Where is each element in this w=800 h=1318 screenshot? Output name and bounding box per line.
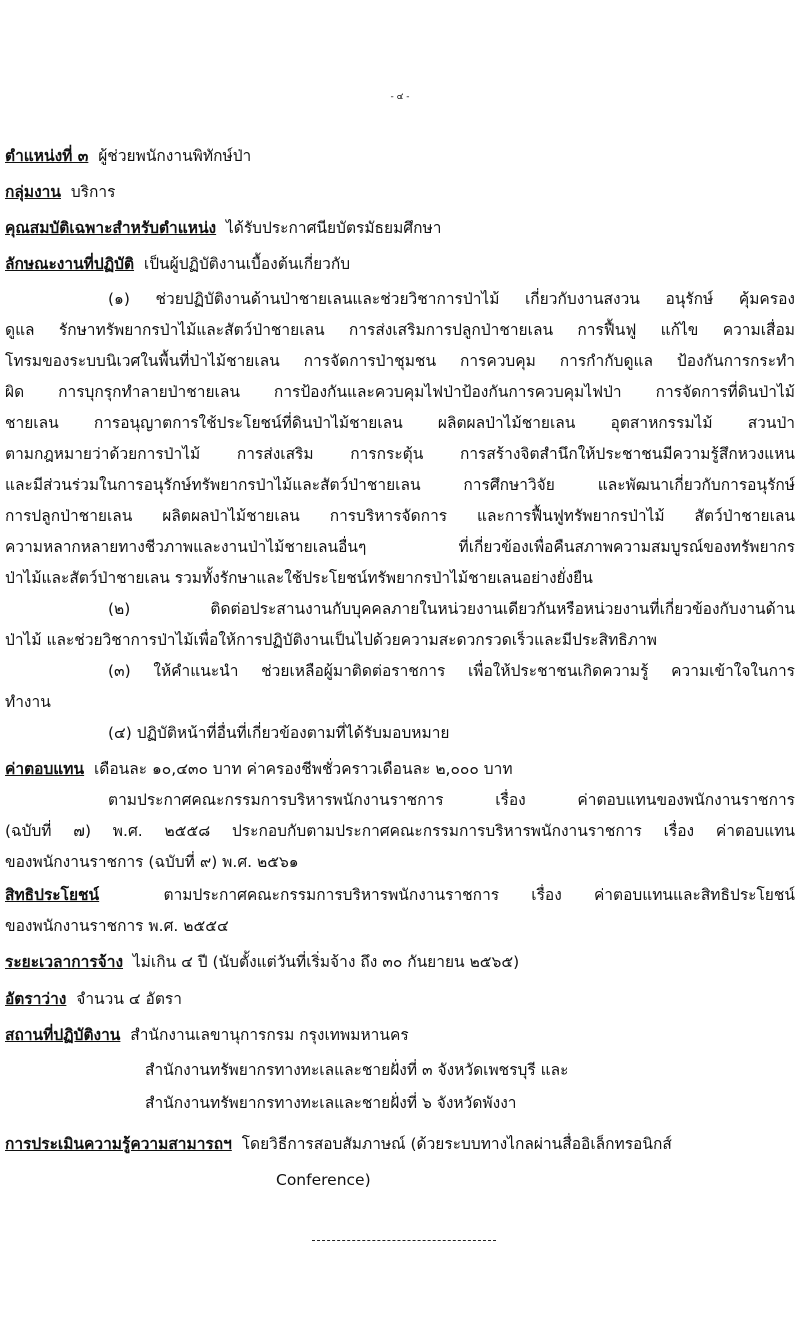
employment-period-line bbox=[5, 951, 519, 973]
workplace-line bbox=[5, 1024, 409, 1046]
compensation-line-1: ตามประกาศคณะกรรมการบริหารพนักงานราชการ เรื่อง ค่าตอบแทนของพนักงานราชการ bbox=[108, 791, 795, 809]
benefits-line-2: ของพนักงานราชการ พ.ศ. ๒๕๕๔ bbox=[5, 917, 229, 935]
compensation-label: ค่าตอบแทน bbox=[5, 760, 85, 778]
compensation-value: เดือนละ ๑๐,๔๓๐ บาท ค่าครองชีพชั่วคราวเดือนละ ๒,๐๐๐ บาท bbox=[93, 760, 513, 778]
duties-line-8: การปลูกป่าชายเลน ผลิตผลป่าไม้ชายเลน การบริหารจัดการ และการฟื้นฟูทรัพยากรป่าไม้ สัตว์ป่าชายเลน bbox=[5, 507, 795, 525]
compensation-line bbox=[5, 758, 513, 780]
duties-line-13: (๓) ให้คำแนะนำ ช่วยเหลือผู้มาติดต่อราชการ เพื่อให้ประชาชนเกิดความรู้ ความเข้าใจในการ bbox=[108, 662, 795, 680]
duties-line-2: ดูแล รักษาทรัพยากรป่าไม้และสัตว์ป่าชายเลน การส่งเสริมการปลูกป่าชายเลน การฟื้นฟู แก้ไข ความเสื่อม bbox=[5, 321, 795, 339]
end-rule bbox=[312, 1240, 496, 1241]
duties-line-11: (๒) ติดต่อประสานงานกับบุคคลภายในหน่วยงานเดียวกันหรือหน่วยงานที่เกี่ยวข้องกับงานด้าน bbox=[108, 600, 795, 618]
group-value: บริการ bbox=[70, 183, 116, 201]
qualification-line bbox=[5, 217, 441, 239]
duties-line bbox=[5, 253, 350, 275]
duties-line-9: ความหลากหลายทางชีวภาพและงานป่าไม้ชายเลนอื่นๆ ที่เกี่ยวข้องเพื่อคืนสภาพความสมบูรณ์ของทรัพยากร bbox=[5, 538, 795, 556]
duties-line-10: ป่าไม้และสัตว์ป่าชายเลน รวมทั้งรักษาและใช้ประโยชน์ทรัพยากรป่าไม้ชายเลนอย่างยั่งยืน bbox=[5, 569, 593, 587]
page-number: - ๔ - bbox=[390, 92, 410, 102]
duties-line-5: ชายเลน การอนุญาตการใช้ประโยชน์ที่ดินป่าไม้ชายเลน ผลิตผลป่าไม้ชายเลน อุตสาหกรรมไม้ สวนป่า bbox=[5, 414, 795, 432]
duties-line-15: (๔) ปฏิบัติหน้าที่อื่นที่เกี่ยวข้องตามที่ได้รับมอบหมาย bbox=[108, 724, 450, 742]
benefits-line bbox=[5, 884, 795, 906]
benefits-value: ตามประกาศคณะกรรมการบริหารพนักงานราชการ เรื่อง ค่าตอบแทนและสิทธิประโยชน์ bbox=[163, 886, 795, 904]
benefits-label: สิทธิประโยชน์ bbox=[5, 886, 100, 904]
duties-label: ลักษณะงานที่ปฏิบัติ bbox=[5, 255, 135, 273]
duties-line-7: และมีส่วนร่วมในการอนุรักษ์ทรัพยากรป่าไม้และสัตว์ป่าชายเลน การศึกษาวิจัย และพัฒนาเกี่ยวกับการอนุรักษ์ bbox=[5, 476, 795, 494]
employment-period-value: ไม่เกิน ๔ ปี (นับตั้งแต่วันที่เริ่มจ้าง ถึง ๓๐ กันยายน ๒๕๖๕) bbox=[132, 953, 520, 971]
workplace-value: สำนักงานเลขานุการกรม กรุงเทพมหานคร bbox=[130, 1026, 409, 1044]
qualification-value: ได้รับประกาศนียบัตรมัธยมศึกษา bbox=[225, 219, 442, 237]
position-value: ผู้ช่วยพนักงานพิทักษ์ป่า bbox=[98, 147, 252, 165]
duties-line-6: ตามกฎหมายว่าด้วยการป่าไม้ การส่งเสริม การกระตุ้น การสร้างจิตสำนึกให้ประชาชนมีความรู้สึกหวงแหน bbox=[5, 445, 795, 463]
duties-line-12: ป่าไม้ และช่วยวิชาการป่าไม้เพื่อให้การปฏิบัติงานเป็นไปด้วยความสะดวกรวดเร็วและมีประสิทธิภาพ bbox=[5, 631, 657, 649]
vacancy-line bbox=[5, 988, 182, 1010]
assessment-line bbox=[5, 1133, 672, 1155]
group-line bbox=[5, 181, 115, 203]
workplace-line-2: สำนักงานทรัพยากรทางทะเลและชายฝั่งที่ ๓ จังหวัดเพชรบุรี และ bbox=[145, 1061, 569, 1079]
workplace-label: สถานที่ปฏิบัติงาน bbox=[5, 1026, 121, 1044]
vacancy-label: อัตราว่าง bbox=[5, 990, 67, 1008]
assessment-line-2: Conference) bbox=[276, 1171, 371, 1189]
qualification-label: คุณสมบัติเฉพาะสำหรับตำแหน่ง bbox=[5, 219, 217, 237]
employment-period-label: ระยะเวลาการจ้าง bbox=[5, 953, 124, 971]
assessment-value: โดยวิธีการสอบสัมภาษณ์ (ด้วยระบบทางไกลผ่านสื่ออิเล็กทรอนิกส์ bbox=[241, 1135, 672, 1153]
assessment-label: การประเมินความรู้ความสามารถฯ bbox=[5, 1135, 232, 1153]
group-label: กลุ่มงาน bbox=[5, 183, 61, 201]
position-line bbox=[5, 145, 251, 167]
duties-line-3: โทรมของระบบนิเวศในพื้นที่ป่าไม้ชายเลน การจัดการป่าชุมชน การควบคุม การกำกับดูแล ป้องกันการกระทำ bbox=[5, 352, 795, 370]
duties-line-1: (๑) ช่วยปฏิบัติงานด้านป่าชายเลนและช่วยวิชาการป่าไม้ เกี่ยวกับงานสงวน อนุรักษ์ คุ้มครอง bbox=[108, 290, 795, 308]
compensation-line-3: ของพนักงานราชการ (ฉบับที่ ๙) พ.ศ. ๒๕๖๑ bbox=[5, 853, 299, 871]
vacancy-value: จำนวน ๔ อัตรา bbox=[76, 990, 182, 1008]
position-label: ตำแหน่งที่ ๓ bbox=[5, 147, 89, 165]
duties-line-14: ทำงาน bbox=[5, 693, 51, 711]
workplace-line-3: สำนักงานทรัพยากรทางทะเลและชายฝั่งที่ ๖ จังหวัดพังงา bbox=[145, 1094, 517, 1112]
duties-line-4: ผิด การบุกรุกทำลายป่าชายเลน การป้องกันและควบคุมไฟป่าป้องกันการควบคุมไฟป่า การจัดการที่ดินป่าไม้ bbox=[5, 383, 795, 401]
duties-intro: เป็นผู้ปฏิบัติงานเบื้องต้นเกี่ยวกับ bbox=[143, 255, 351, 273]
compensation-line-2: (ฉบับที่ ๗) พ.ศ. ๒๕๕๘ ประกอบกับตามประกาศคณะกรรมการบริหารพนักงานราชการ เรื่อง ค่าตอบแทน bbox=[5, 822, 795, 840]
